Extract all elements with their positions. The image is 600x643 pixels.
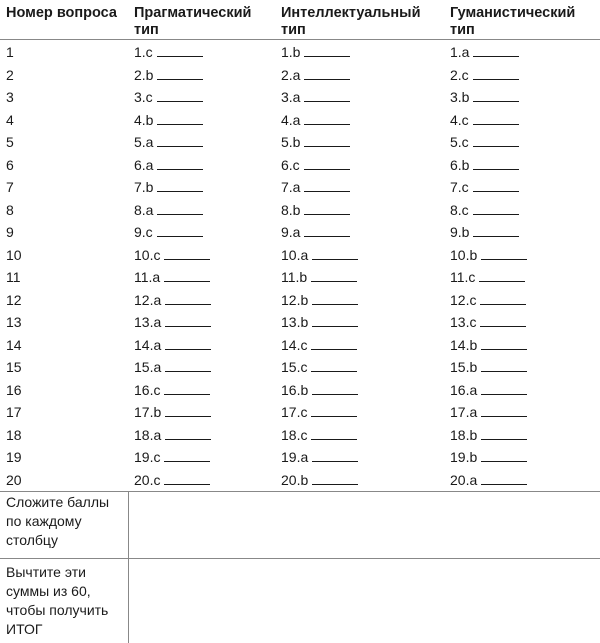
question-number-label: 8 (6, 202, 14, 218)
intellectual-answer-label: 4.a (281, 112, 300, 128)
answer-blank-line[interactable] (157, 180, 203, 192)
intellectual-answer (275, 424, 444, 447)
question-number (0, 131, 128, 154)
answer-blank-line[interactable] (164, 248, 210, 260)
table-row (0, 401, 600, 424)
summary-sum-intellectual (275, 492, 444, 559)
table-row (0, 199, 600, 222)
humanistic-answer (444, 244, 600, 267)
intellectual-answer-label: 10.a (281, 247, 308, 263)
humanistic-answer-label: 7.c (450, 179, 469, 195)
table-row (0, 379, 600, 402)
humanistic-answer-label: 2.c (450, 67, 469, 83)
intellectual-answer-label: 16.b (281, 382, 308, 398)
intellectual-answer-label: 1.b (281, 44, 300, 60)
humanistic-answer-label: 1.a (450, 44, 469, 60)
pragmatic-answer (128, 86, 275, 109)
answer-blank-line[interactable] (481, 405, 527, 417)
intellectual-answer (275, 469, 444, 492)
intellectual-answer-label: 11.b (281, 269, 307, 285)
humanistic-answer-label: 6.b (450, 157, 469, 173)
pragmatic-answer-label: 9.c (134, 224, 153, 240)
summary-sum-humanistic (444, 492, 600, 559)
humanistic-answer-label: 15.b (450, 359, 477, 375)
table-row (0, 266, 600, 289)
humanistic-answer (444, 154, 600, 177)
pragmatic-answer-label: 13.a (134, 314, 161, 330)
answer-blank-line[interactable] (481, 360, 527, 372)
intellectual-answer-label: 9.a (281, 224, 300, 240)
question-number (0, 199, 128, 222)
question-number (0, 266, 128, 289)
table-row (0, 311, 600, 334)
answer-blank-line[interactable] (304, 158, 350, 170)
question-number (0, 154, 128, 177)
answer-blank-line[interactable] (304, 90, 350, 102)
intellectual-answer (275, 311, 444, 334)
intellectual-answer-label: 14.c (281, 337, 307, 353)
question-number-label: 5 (6, 134, 14, 150)
header-intellectual-type: Интеллектуальный тип (275, 0, 444, 40)
header-humanistic-type: Гуманистический тип (444, 0, 600, 40)
question-number-label: 12 (6, 292, 22, 308)
answer-blank-line[interactable] (157, 90, 203, 102)
table-row (0, 154, 600, 177)
question-number-label: 20 (6, 472, 22, 488)
answer-blank-line[interactable] (479, 270, 525, 282)
answer-blank-line[interactable] (164, 473, 210, 485)
answer-blank-line[interactable] (473, 68, 519, 80)
question-number (0, 311, 128, 334)
humanistic-answer (444, 40, 600, 64)
question-number-label: 10 (6, 247, 22, 263)
answer-blank-line[interactable] (157, 135, 203, 147)
answer-blank-line[interactable] (157, 68, 203, 80)
answer-blank-line[interactable] (157, 225, 203, 237)
pragmatic-answer (128, 109, 275, 132)
humanistic-answer (444, 446, 600, 469)
intellectual-answer-label: 18.c (281, 427, 307, 443)
pragmatic-answer (128, 356, 275, 379)
answer-blank-line[interactable] (312, 248, 358, 260)
intellectual-answer-label: 5.b (281, 134, 300, 150)
intellectual-answer (275, 64, 444, 87)
humanistic-answer (444, 199, 600, 222)
question-number-label: 6 (6, 157, 14, 173)
table-row (0, 244, 600, 267)
pragmatic-answer-label: 3.c (134, 89, 153, 105)
intellectual-answer-label: 3.a (281, 89, 300, 105)
question-number (0, 469, 128, 492)
humanistic-answer (444, 176, 600, 199)
answer-blank-line[interactable] (304, 135, 350, 147)
humanistic-answer-label: 18.b (450, 427, 477, 443)
pragmatic-answer-label: 20.c (134, 472, 160, 488)
pragmatic-answer-label: 17.b (134, 404, 161, 420)
pragmatic-answer (128, 64, 275, 87)
intellectual-answer-label: 17.c (281, 404, 307, 420)
pragmatic-answer (128, 199, 275, 222)
intellectual-answer (275, 446, 444, 469)
pragmatic-answer (128, 424, 275, 447)
intellectual-answer (275, 289, 444, 312)
pragmatic-answer (128, 176, 275, 199)
summary-sum-pragmatic (128, 492, 275, 559)
intellectual-answer-label: 7.a (281, 179, 300, 195)
pragmatic-answer-label: 2.b (134, 67, 153, 83)
question-number-label: 7 (6, 179, 14, 195)
table-row (0, 334, 600, 357)
humanistic-answer-label: 16.a (450, 382, 477, 398)
pragmatic-answer-label: 19.c (134, 449, 160, 465)
summary-total-intellectual (275, 559, 444, 643)
intellectual-answer (275, 131, 444, 154)
answer-blank-line[interactable] (157, 113, 203, 125)
answer-blank-line[interactable] (165, 293, 211, 305)
table-row (0, 176, 600, 199)
intellectual-answer (275, 266, 444, 289)
pragmatic-answer (128, 446, 275, 469)
answer-blank-line[interactable] (481, 383, 527, 395)
humanistic-answer (444, 221, 600, 244)
answer-blank-line[interactable] (312, 293, 358, 305)
humanistic-answer-label: 3.b (450, 89, 469, 105)
humanistic-answer-label: 10.b (450, 247, 477, 263)
humanistic-answer (444, 356, 600, 379)
pragmatic-answer-label: 4.b (134, 112, 153, 128)
pragmatic-answer-label: 6.a (134, 157, 153, 173)
intellectual-answer (275, 40, 444, 64)
humanistic-answer-label: 17.a (450, 404, 477, 420)
table-row (0, 289, 600, 312)
answer-blank-line[interactable] (157, 203, 203, 215)
summary-sum-text: Сложите баллы по каждому столбцу (0, 492, 128, 559)
humanistic-answer-label: 9.b (450, 224, 469, 240)
intellectual-answer (275, 176, 444, 199)
question-number (0, 356, 128, 379)
humanistic-answer (444, 424, 600, 447)
pragmatic-answer (128, 469, 275, 492)
question-number-label: 1 (6, 44, 14, 60)
answer-blank-line[interactable] (164, 450, 210, 462)
humanistic-answer (444, 334, 600, 357)
pragmatic-answer (128, 401, 275, 424)
pragmatic-answer (128, 131, 275, 154)
humanistic-answer-label: 13.c (450, 314, 476, 330)
header-row (0, 0, 600, 40)
humanistic-answer-label: 12.c (450, 292, 476, 308)
humanistic-answer (444, 469, 600, 492)
answer-blank-line[interactable] (304, 45, 350, 57)
question-number (0, 221, 128, 244)
intellectual-answer (275, 199, 444, 222)
answer-blank-line[interactable] (481, 338, 527, 350)
answer-blank-line[interactable] (312, 450, 358, 462)
answer-blank-line[interactable] (473, 158, 519, 170)
pragmatic-answer-label: 16.c (134, 382, 160, 398)
answer-blank-line[interactable] (473, 203, 519, 215)
summary-total-pragmatic (128, 559, 275, 643)
humanistic-answer-label: 5.c (450, 134, 469, 150)
answer-blank-line[interactable] (311, 428, 357, 440)
pragmatic-answer-label: 1.c (134, 44, 153, 60)
question-number-label: 11 (6, 269, 21, 285)
question-number-label: 4 (6, 112, 14, 128)
pragmatic-answer (128, 221, 275, 244)
question-number-label: 15 (6, 359, 22, 375)
pragmatic-answer (128, 311, 275, 334)
intellectual-answer (275, 86, 444, 109)
answer-blank-line[interactable] (473, 90, 519, 102)
humanistic-answer (444, 109, 600, 132)
intellectual-answer-label: 8.b (281, 202, 300, 218)
header-pragmatic-type: Прагматический тип (128, 0, 275, 40)
answer-blank-line[interactable] (304, 113, 350, 125)
answer-blank-line[interactable] (473, 135, 519, 147)
answer-blank-line[interactable] (473, 225, 519, 237)
answer-blank-line[interactable] (481, 473, 527, 485)
question-number (0, 176, 128, 199)
answer-blank-line[interactable] (157, 158, 203, 170)
question-number-label: 17 (6, 404, 22, 420)
intellectual-answer (275, 154, 444, 177)
humanistic-answer-label: 20.a (450, 472, 477, 488)
table-row (0, 221, 600, 244)
question-number (0, 40, 128, 64)
answer-rows (0, 40, 600, 492)
question-number-label: 18 (6, 427, 22, 443)
answer-blank-line[interactable] (480, 315, 526, 327)
intellectual-answer-label: 15.c (281, 359, 307, 375)
pragmatic-answer-label: 7.b (134, 179, 153, 195)
table-row (0, 446, 600, 469)
answer-blank-line[interactable] (481, 450, 527, 462)
question-number (0, 446, 128, 469)
table-row (0, 109, 600, 132)
intellectual-answer-label: 6.c (281, 157, 300, 173)
answer-blank-line[interactable] (304, 68, 350, 80)
question-number-label: 13 (6, 314, 22, 330)
pragmatic-answer (128, 244, 275, 267)
humanistic-answer (444, 311, 600, 334)
humanistic-answer (444, 289, 600, 312)
humanistic-answer-label: 14.b (450, 337, 477, 353)
answer-blank-line[interactable] (165, 360, 211, 372)
pragmatic-answer-label: 11.a (134, 269, 160, 285)
answer-blank-line[interactable] (311, 405, 357, 417)
answer-blank-line[interactable] (312, 315, 358, 327)
summary-total-text: Вычтите эти суммы из 60, чтобы получить ИТОГ (0, 559, 128, 643)
answer-blank-line[interactable] (157, 45, 203, 57)
answer-blank-line[interactable] (312, 473, 358, 485)
pragmatic-answer-label: 10.c (134, 247, 160, 263)
pragmatic-answer-label: 15.a (134, 359, 161, 375)
intellectual-answer-label: 20.b (281, 472, 308, 488)
pragmatic-answer (128, 379, 275, 402)
question-number-label: 2 (6, 67, 14, 83)
answer-blank-line[interactable] (481, 248, 527, 260)
intellectual-answer (275, 221, 444, 244)
humanistic-answer-label: 8.c (450, 202, 469, 218)
question-number (0, 401, 128, 424)
summary-row-sum (0, 492, 600, 559)
intellectual-answer (275, 244, 444, 267)
question-number (0, 86, 128, 109)
answer-blank-line[interactable] (164, 383, 210, 395)
intellectual-answer (275, 109, 444, 132)
pragmatic-answer-label: 8.a (134, 202, 153, 218)
summary-total-humanistic (444, 559, 600, 643)
answer-blank-line[interactable] (473, 180, 519, 192)
humanistic-answer (444, 131, 600, 154)
table-row (0, 356, 600, 379)
table-row (0, 469, 600, 492)
intellectual-answer-label: 12.b (281, 292, 308, 308)
answer-blank-line[interactable] (165, 338, 211, 350)
humanistic-answer (444, 266, 600, 289)
humanistic-answer-label: 11.c (450, 269, 475, 285)
pragmatic-answer-label: 12.a (134, 292, 161, 308)
question-number-label: 9 (6, 224, 14, 240)
answer-blank-line[interactable] (473, 113, 519, 125)
answer-blank-line[interactable] (304, 225, 350, 237)
table-row (0, 40, 600, 64)
answer-blank-line[interactable] (165, 315, 211, 327)
humanistic-answer (444, 64, 600, 87)
question-number (0, 424, 128, 447)
answer-blank-line[interactable] (311, 338, 357, 350)
answer-blank-line[interactable] (164, 270, 210, 282)
answer-blank-line[interactable] (165, 428, 211, 440)
answer-blank-line[interactable] (304, 203, 350, 215)
intellectual-answer (275, 401, 444, 424)
question-number (0, 289, 128, 312)
answer-blank-line[interactable] (480, 293, 526, 305)
question-number-label: 14 (6, 337, 22, 353)
humanistic-answer (444, 86, 600, 109)
pragmatic-answer-label: 18.a (134, 427, 161, 443)
pragmatic-answer (128, 40, 275, 64)
intellectual-answer-label: 2.a (281, 67, 300, 83)
answer-blank-line[interactable] (481, 428, 527, 440)
intellectual-answer (275, 334, 444, 357)
table-row (0, 424, 600, 447)
intellectual-answer (275, 356, 444, 379)
humanistic-answer-label: 4.c (450, 112, 469, 128)
question-number-label: 19 (6, 449, 22, 465)
pragmatic-answer (128, 289, 275, 312)
answer-blank-line[interactable] (473, 45, 519, 57)
humanistic-answer-label: 19.b (450, 449, 477, 465)
summary-row-total (0, 559, 600, 643)
answer-blank-line[interactable] (311, 360, 357, 372)
question-number (0, 64, 128, 87)
intellectual-answer (275, 379, 444, 402)
question-number-label: 16 (6, 382, 22, 398)
pragmatic-answer-label: 14.a (134, 337, 161, 353)
pragmatic-answer (128, 334, 275, 357)
question-number (0, 334, 128, 357)
question-number (0, 379, 128, 402)
humanistic-answer (444, 401, 600, 424)
pragmatic-answer (128, 154, 275, 177)
pragmatic-answer (128, 266, 275, 289)
pragmatic-answer-label: 5.a (134, 134, 153, 150)
intellectual-answer-label: 13.b (281, 314, 308, 330)
answer-blank-line[interactable] (311, 270, 357, 282)
intellectual-answer-label: 19.a (281, 449, 308, 465)
answer-blank-line[interactable] (312, 383, 358, 395)
question-number (0, 109, 128, 132)
table-row (0, 64, 600, 87)
table-row (0, 86, 600, 109)
header-question-number: Номер вопроса (0, 0, 128, 40)
table-row (0, 131, 600, 154)
answer-blank-line[interactable] (304, 180, 350, 192)
question-number-label: 3 (6, 89, 14, 105)
question-number (0, 244, 128, 267)
humanistic-answer (444, 379, 600, 402)
answer-blank-line[interactable] (165, 405, 211, 417)
